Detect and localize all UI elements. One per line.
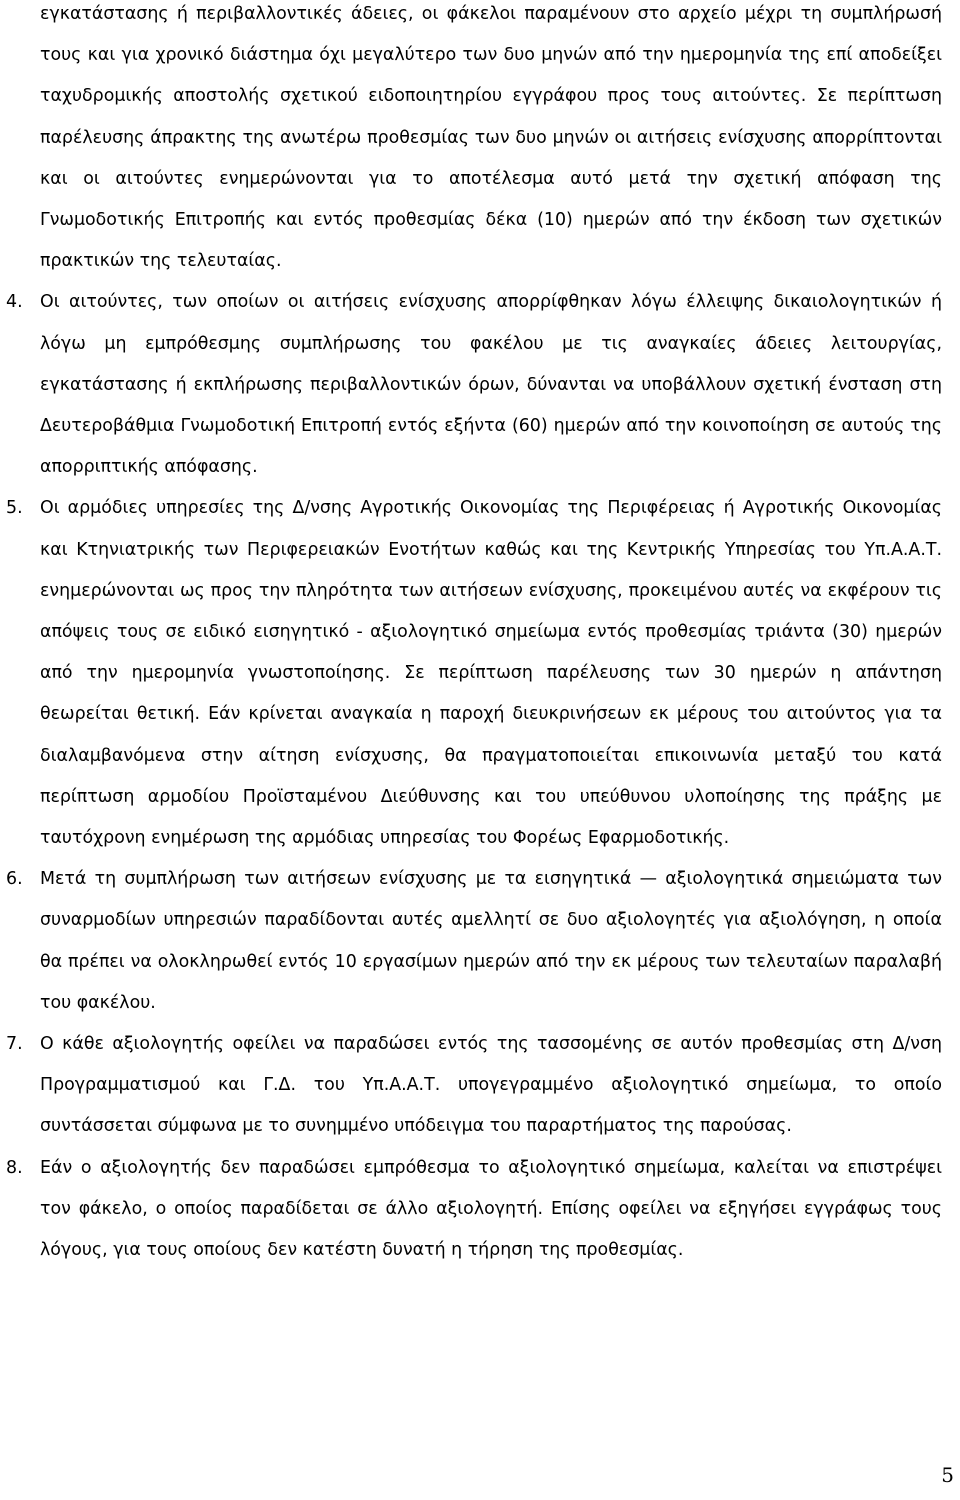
list-item-text: Εάν ο αξιολογητής δεν παραδώσει εμπρόθεσμα το αξιολογητικό σημείωμα, καλείται να επιστρέψει τον φάκελο, ο οποίος παραδίδεται σε άλλο αξιολογητή. Επίσης οφείλει να εξηγήσει εγγράφως τους λόγους, για τους οποίους δεν κατέστη δυνατή η τήρηση της προθεσμίας.	[40, 1157, 942, 1261]
list-item-8	[6, 1148, 942, 1272]
list-item-number: 5.	[6, 498, 23, 519]
list-item-5	[6, 488, 942, 859]
list-item-number: 7.	[6, 1034, 23, 1055]
list-item-text: Οι αρμόδιες υπηρεσίες της Δ/νσης Αγροτικής Οικονομίας της Περιφέρειας ή Αγροτικής Οικονομίας και Κτηνιατρικής των Περιφερειακών Ενοτήτων καθώς και της Κεντρικής Υπηρεσίας του Υπ.Α.Α.Τ. ενημερώνονται ως προς την πληρότητα των αιτήσεων ενίσχυσης, προκειμένου αυτές να εκφέρουν τις απόψεις τους σε ειδικό εισηγητικό - αξιολογητικό σημείωμα εντός προθεσμίας τριάντα (30) ημερών από την ημερομηνία γνωστοποίησης. Σε περίπτωση παρέλευσης των 30 ημερών η απάντηση θεωρείται θετική. Εάν κρίνεται αναγκαία η παροχή διευκρινήσεων εκ μέρους του αιτούντος για τα διαλαμβανόμενα στην αίτηση ενίσχυσης, θα πραγματοποιείται επικοινωνία μεταξύ του κατά περίπτωση αρμοδίου Προϊσταμένου Διεύθυνσης και του υπεύθυνου υλοποίησης της πράξης με ταυτόχρονη ενημέρωση της αρμόδιας υπηρεσίας του Φορέως Εφαρμοδοτικής.	[40, 498, 942, 849]
continuation-paragraph: εγκατάστασης ή περιβαλλοντικές άδειες, οι φάκελοι παραμένουν στο αρχείο μέχρι τη συμπλήρωσή τους και για χρονικό διάστημα όχι μεγαλύτερο των δυο μηνών από την ημερομηνία της επί αποδείξει ταχυδρομικής αποστολής σχετικού ειδοποιητηρίου εγγράφου προς τους αιτούντες. Σε περίπτωση παρέλευσης άπρακτης της ανωτέρω προθεσμίας των δυο μηνών οι αιτήσεις ενίσχυσης απορρίπτονται και οι αιτούντες ενημερώνονται για το αποτέλεσμα αυτό μετά την σχετική απόφαση της Γνωμοδοτικής Επιτροπής και εντός προθεσμίας δέκα (10) ημερών από την έκδοση των σχετικών πρακτικών της τελευταίας.	[40, 4, 942, 272]
list-item-text: Μετά τη συμπλήρωση των αιτήσεων ενίσχυσης με τα εισηγητικά — αξιολογητικά σημειώματα των συναρμοδίων υπηρεσιών παραδίδονται αυτές αμελλητί σε δυο αξιολογητές για αξιολόγηση, η οποία θα πρέπει να ολοκληρωθεί εντός 10 εργασίμων ημερών από την εκ μέρους των τελευταίων παραλαβή του φακέλου.	[40, 869, 942, 1013]
list-item-number: 8.	[6, 1157, 23, 1178]
list-item-text: Ο κάθε αξιολογητής οφείλει να παραδώσει εντός της τασσομένης σε αυτόν προθεσμίας στη Δ/νση Προγραμματισμού και Γ.Δ. του Υπ.Α.Α.Τ. υπογεγραμμένο αξιολογητικό σημείωμα, το οποίο συντάσσεται σύμφωνα με το συνημμένο υπόδειγμα του παραρτήματος της παρούσας.	[40, 1034, 942, 1137]
document-body	[6, 0, 942, 1271]
list-item-7	[6, 1024, 942, 1148]
list-item-4	[6, 282, 942, 488]
list-item-number: 6.	[6, 869, 23, 890]
page-number: 5	[941, 1463, 954, 1487]
list-item-6	[6, 859, 942, 1024]
list-item-text: Οι αιτούντες, των οποίων οι αιτήσεις ενίσχυσης απορρίφθηκαν λόγω έλλειψης δικαιολογητικών ή λόγω μη εμπρόθεσμης συμπλήρωσης του φακέλου με τις αναγκαίες άδειες λειτουργίας, εγκατάστασης ή εκπλήρωσης περιβαλλοντικών όρων, δύνανται να υποβάλλουν σχετική ένσταση στη Δευτεροβάθμια Γνωμοδοτική Επιτροπή εντός εξήντα (60) ημερών από την κοινοποίηση σε αυτούς της απορριπτικής απόφασης.	[40, 292, 942, 478]
list-item-number: 4.	[6, 292, 23, 313]
